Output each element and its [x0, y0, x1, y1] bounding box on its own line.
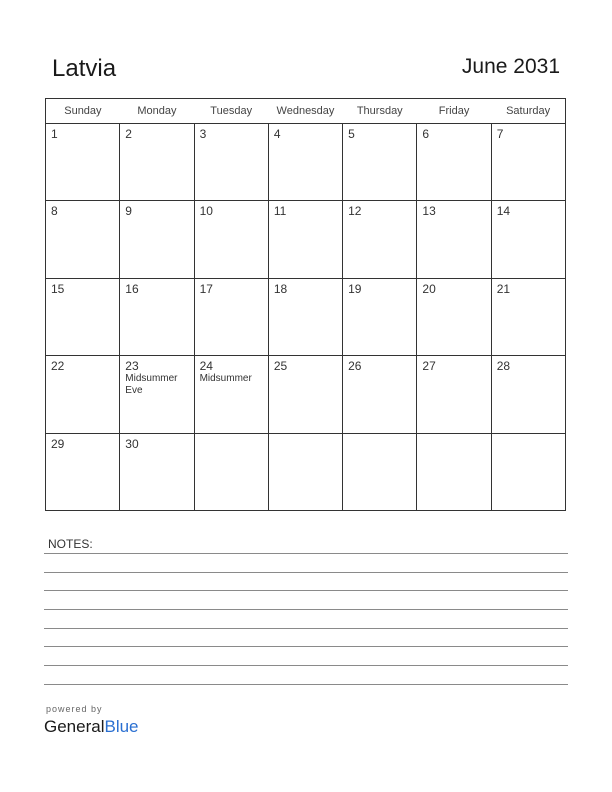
holiday-label: Midsummer — [199, 373, 252, 385]
note-line — [44, 590, 568, 591]
weekday-wednesday: Wednesday — [268, 99, 342, 124]
day-number: 23 — [125, 359, 139, 374]
day-number: 6 — [422, 127, 430, 141]
day-cell[interactable] — [194, 356, 268, 433]
day-cell[interactable] — [120, 278, 194, 355]
day-number: 8 — [51, 204, 58, 219]
day-cell[interactable] — [46, 201, 120, 278]
day-number: 3 — [199, 127, 207, 141]
calendar-body — [46, 124, 566, 511]
day-cell[interactable] — [268, 124, 342, 201]
day-number: 26 — [348, 359, 362, 374]
day-cell[interactable] — [120, 433, 194, 510]
note-line — [44, 646, 568, 647]
day-cell[interactable] — [491, 356, 565, 433]
day-number: 30 — [125, 436, 139, 451]
note-line — [44, 609, 568, 610]
day-number: 20 — [422, 281, 436, 296]
day-cell[interactable] — [46, 433, 120, 510]
notes-label: NOTES: — [48, 537, 93, 551]
generalblue-logo[interactable] — [44, 717, 139, 737]
day-number: 17 — [199, 281, 213, 296]
day-cell[interactable] — [46, 124, 120, 201]
day-number: 10 — [199, 204, 213, 219]
day-cell[interactable] — [491, 278, 565, 355]
holiday-label: Midsummer Eve — [125, 373, 178, 397]
weekday-tuesday: Tuesday — [194, 99, 268, 124]
weekday-header-row — [46, 99, 566, 124]
day-number: 13 — [422, 204, 436, 219]
day-cell[interactable] — [194, 278, 268, 355]
day-number: 24 — [199, 359, 213, 374]
day-number: 28 — [496, 359, 511, 374]
day-cell[interactable] — [417, 124, 491, 201]
day-cell[interactable] — [194, 124, 268, 201]
weekday-saturday: Saturday — [491, 99, 565, 124]
day-cell[interactable] — [343, 124, 417, 201]
empty-day-cell — [194, 433, 268, 510]
calendar-week-row — [46, 356, 566, 433]
day-number: 7 — [496, 127, 504, 141]
note-line — [44, 553, 568, 554]
weekday-thursday: Thursday — [343, 99, 417, 124]
day-cell[interactable] — [120, 201, 194, 278]
day-number: 11 — [273, 204, 287, 219]
day-cell[interactable] — [46, 356, 120, 433]
day-cell[interactable] — [343, 278, 417, 355]
day-number: 21 — [496, 281, 511, 296]
day-cell[interactable] — [417, 278, 491, 355]
calendar-week-row — [46, 201, 566, 278]
weekday-monday: Monday — [120, 99, 194, 124]
day-cell[interactable] — [491, 124, 565, 201]
day-number: 14 — [496, 204, 511, 219]
brand-blue: Blue — [104, 717, 139, 736]
empty-day-cell — [417, 433, 491, 510]
calendar-grid — [45, 98, 566, 511]
day-number: 5 — [348, 127, 355, 141]
day-cell[interactable] — [343, 201, 417, 278]
note-line — [44, 684, 568, 685]
day-cell[interactable] — [268, 278, 342, 355]
note-line — [44, 665, 568, 666]
day-number: 12 — [348, 204, 362, 219]
day-number: 4 — [273, 127, 281, 141]
weekday-sunday: Sunday — [46, 99, 120, 124]
brand-general: General — [44, 717, 105, 736]
day-cell[interactable] — [120, 124, 194, 201]
day-cell[interactable] — [417, 201, 491, 278]
calendar-week-row — [46, 124, 566, 201]
empty-day-cell — [491, 433, 565, 510]
day-cell[interactable] — [491, 201, 565, 278]
day-cell[interactable] — [194, 201, 268, 278]
day-cell[interactable] — [268, 201, 342, 278]
day-number: 29 — [51, 436, 65, 451]
day-cell[interactable] — [343, 356, 417, 433]
empty-day-cell — [343, 433, 417, 510]
country-title: Latvia — [52, 55, 117, 82]
day-number: 22 — [51, 359, 65, 374]
note-line — [44, 572, 568, 573]
day-number: 18 — [273, 281, 288, 296]
day-number: 15 — [51, 281, 65, 296]
day-number: 27 — [422, 359, 436, 374]
day-number: 2 — [125, 127, 132, 141]
month-year-title: June 2031 — [461, 55, 560, 78]
powered-by-text: powered by — [46, 704, 103, 714]
day-cell[interactable] — [417, 356, 491, 433]
day-number: 9 — [125, 204, 132, 219]
day-number: 25 — [273, 359, 288, 374]
calendar-week-row — [46, 433, 566, 510]
day-number: 19 — [348, 281, 362, 296]
day-cell[interactable] — [120, 356, 194, 433]
day-cell[interactable] — [46, 278, 120, 355]
empty-day-cell — [268, 433, 342, 510]
day-number: 16 — [125, 281, 139, 296]
day-cell[interactable] — [268, 356, 342, 433]
weekday-friday: Friday — [417, 99, 491, 124]
calendar-week-row — [46, 278, 566, 355]
day-number: 1 — [51, 127, 58, 141]
note-line — [44, 628, 568, 629]
